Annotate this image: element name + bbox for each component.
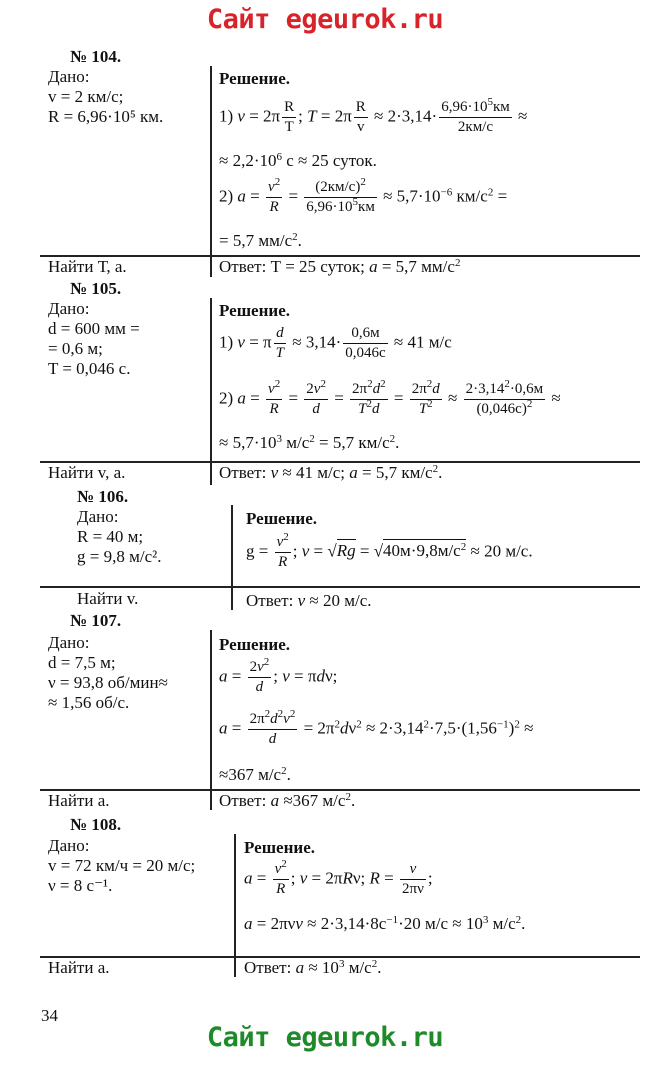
problem-number: № 107. (70, 611, 122, 630)
given-label: Дано: (77, 507, 119, 526)
given-item: d = 600 мм = (48, 319, 140, 338)
given-label: Дано: (48, 836, 90, 855)
solution-step-2b: ≈367 $м/с^2$. (219, 765, 291, 784)
given-item: ν = 93,8 об/мин≈ (48, 673, 168, 692)
solution-step-2: 2) a = $\frac{v^2}{R}$ = $\frac{2v^2}{d}$ = $\frac{2\pi^2d^2}{T^2d}$ = $\frac{2\pi^2d}{T^2}$ ≈ $\frac{2\cdot 3,14^2\cdot 0,6м}{(0,046с)^2}$ ≈ (219, 378, 561, 417)
answer: Ответ: a ≈367 $м/с^2$. (219, 791, 356, 810)
solution-step-1: a = $\frac{v^2}{R}$ ; v = 2πRν; R = $\frac{v}{2\pi\nu}$ ; (244, 858, 433, 897)
solution-step-1b: ≈ $2,2\cdot 10^6$ с ≈ 25 суток. (219, 151, 377, 170)
problem-number: № 104. (70, 47, 122, 66)
find-label: Найти v, a. (48, 463, 126, 482)
given-block (48, 836, 195, 896)
separator-vertical (210, 298, 212, 485)
solution-step-2: $a = 2\pi\nu v \approx 2\cdot 3,14\cdot 8с^{-1}\cdot 20$ $м/с \approx 10^3$ $м/с^2$. (244, 914, 526, 933)
solution-step-2b: = 5,7 $мм/с^2$. (219, 231, 302, 250)
find-label: Найти a. (48, 791, 110, 810)
given-item: g = 9,8 м/с². (77, 547, 162, 566)
answer: Ответ: v ≈ 41 м/с; a = 5,7 $км/с^2$. (219, 463, 443, 482)
solution-title: Решение. (219, 635, 290, 654)
separator-horizontal (40, 586, 640, 588)
given-block (48, 299, 140, 379)
page-number: 34 (41, 1006, 58, 1025)
given-item: d = 7,5 м; (48, 653, 116, 672)
site-banner-top: Сайт egeurok.ru (206, 4, 444, 35)
given-item: = 0,6 м; (48, 339, 103, 358)
solution-step-1: 1) v = π $\frac{d}{T}$ ≈ 3,14· $\frac{0,6м}{0,046с}$ ≈ 41 м/с (219, 325, 452, 361)
solution-title: Решение. (244, 838, 315, 857)
answer: Ответ: Т = 25 суток; a = 5,7 $мм/с^2$ (219, 257, 461, 276)
find-label: Найти Т, a. (48, 257, 127, 276)
given-label: Дано: (48, 633, 90, 652)
answer: Ответ: v ≈ 20 м/с. (246, 591, 372, 610)
solution-title: Решение. (219, 301, 290, 320)
given-item: R = 40 м; (77, 527, 144, 546)
given-label: Дано: (48, 299, 90, 318)
given-block (77, 507, 161, 567)
separator-vertical (210, 66, 212, 277)
given-label: Дано: (48, 67, 90, 86)
given-block (48, 67, 163, 127)
given-block (48, 633, 168, 713)
site-banner-bottom: Сайт egeurok.ru (206, 1022, 444, 1053)
find-label: Найти v. (77, 589, 139, 608)
given-item: T = 0,046 с. (48, 359, 131, 378)
solution-step-2: 2) a = $\frac{v^2}{R}$ = $\frac{(2км/с)^2}{6,96\cdot 10^5км}$ ≈ $5,7\cdot 10^{-6}$ $км/с^2$ = (219, 176, 508, 215)
solution-step-1: a = $\frac{2v^2}{d}$ ; v = πdν; (219, 656, 338, 695)
problem-number: № 105. (70, 279, 122, 298)
solution-step-2: a = $\frac{2\pi^2d^2v^2}{d}$ = $2\pi^2d\nu^2 \approx 2\cdot 3,14^2\cdot 7,5\cdot(1,56^{-1})^2$ ≈ (219, 708, 534, 747)
given-item: v = 72 км/ч = 20 м/с; (48, 856, 196, 875)
given-item: v = 2 км/с; (48, 87, 124, 106)
problem-number: № 106. (77, 487, 129, 506)
answer: Ответ: $a \approx 10^3$ $м/с^2$. (244, 958, 382, 977)
given-item: ν = 8 с⁻¹. (48, 876, 113, 895)
separator-vertical (231, 505, 233, 610)
solution-step-2b: ≈ $5,7\cdot 10^3$ $м/с^2 = 5,7$ $км/с^2$. (219, 433, 400, 452)
problem-number: № 108. (70, 815, 122, 834)
solution-title: Решение. (246, 509, 317, 528)
separator-vertical (210, 630, 212, 810)
find-label: Найти a. (48, 958, 110, 977)
solution-step-1: g = $\frac{v^2}{R}$ ; $v = √Rg = √40м\cdot 9,8м/с^2 \approx 20$ м/с. (246, 531, 533, 570)
solution-step-1: 1) v = 2π $\frac{R}{T}$ ; T = 2π $\frac{R}{v}$ ≈ 2·3,14· $\frac{6,96\cdot 10^5км}{2км/с}$ ≈ (219, 96, 528, 135)
given-item: ≈ 1,56 об/с. (48, 693, 130, 712)
solution-title: Решение. (219, 69, 290, 88)
given-item: R = 6,96·10⁵ км. (48, 107, 164, 126)
